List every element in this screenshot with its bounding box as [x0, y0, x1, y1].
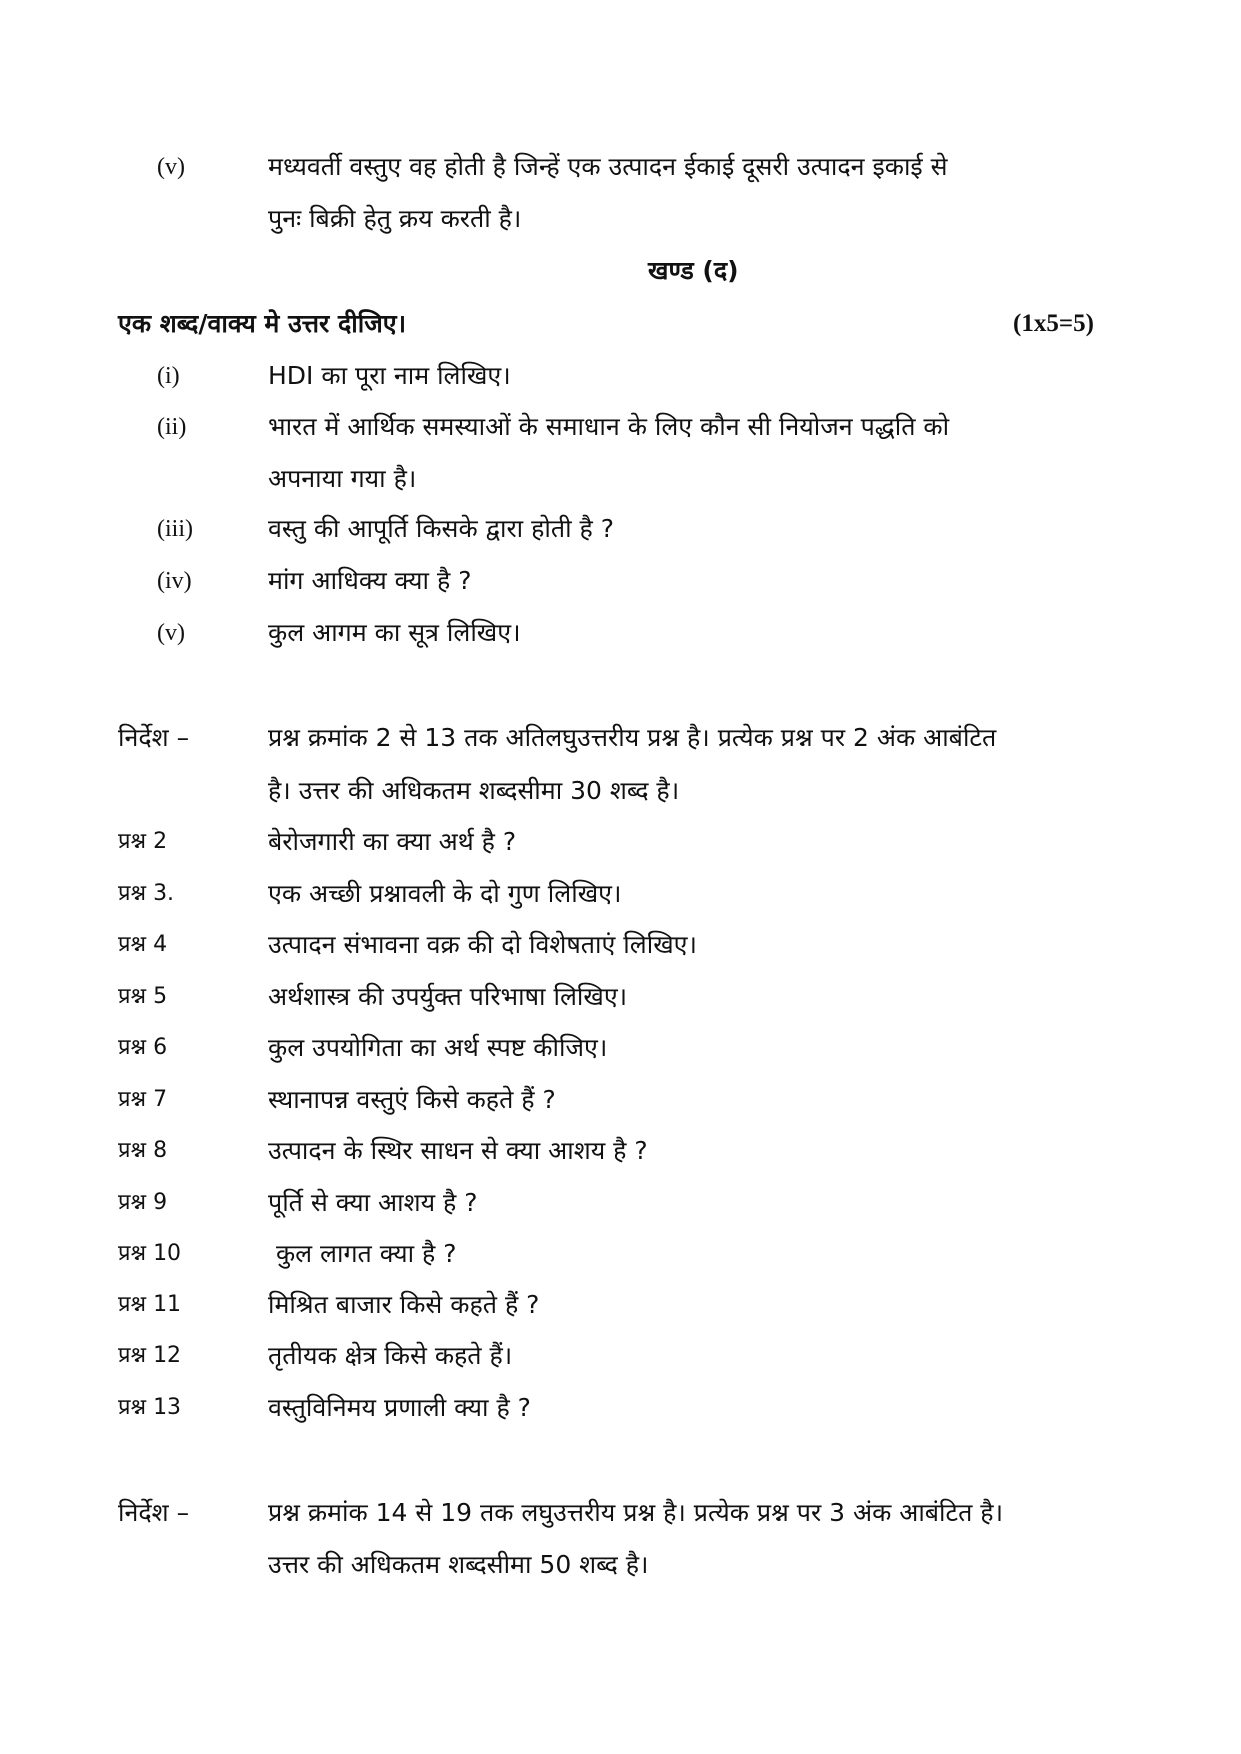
question-text: तृतीयक क्षेत्र किसे कहते हैं। [268, 1341, 513, 1370]
question-text: पूर्ति से क्या आशय है ? [268, 1188, 478, 1217]
question-row [0, 1281, 1241, 1329]
question-label: प्रश्न 5 [118, 984, 168, 1009]
direction-1-row [0, 714, 1241, 762]
question-label: प्रश्न 11 [118, 1292, 182, 1317]
sub-item-label: (iii) [157, 516, 193, 542]
question-text: कुल लागत क्या है ? [268, 1239, 457, 1268]
direction-1-row-2 [0, 767, 1241, 815]
sub-item-text: कुल आगम का सूत्र लिखिए। [268, 618, 521, 647]
question-label: प्रश्न 10 [118, 1241, 182, 1266]
question-text: उत्पादन संभावना वक्र की दो विशेषताएं लिखिए। [268, 930, 697, 959]
question-row [0, 1332, 1241, 1380]
question-row [0, 1024, 1241, 1072]
direction-2-line-2: उत्तर की अधिकतम शब्दसीमा 50 शब्द है। [268, 1550, 649, 1579]
sub-item-text: HDI का पूरा नाम लिखिए। [268, 361, 511, 390]
sub-item-text: अपनाया गया है। [268, 464, 417, 493]
sub-item [0, 403, 1241, 451]
sub-item-label: (v) [157, 620, 185, 646]
section-instruction-row [0, 300, 1241, 348]
question-row [0, 1127, 1241, 1175]
prev-item-label: (v) [157, 154, 185, 180]
sub-item [0, 609, 1241, 657]
sub-item-continuation [0, 455, 1241, 503]
section-title-row [0, 247, 1241, 295]
prev-item-row [0, 143, 1241, 191]
sub-item-text: मांग आधिक्य क्या है ? [268, 566, 472, 595]
prev-item-row-2 [0, 195, 1241, 243]
question-label: प्रश्न 3. [118, 881, 175, 906]
direction-2-row [0, 1489, 1241, 1537]
sub-item [0, 557, 1241, 605]
question-text: कुल उपयोगिता का अर्थ स्पष्ट कीजिए। [268, 1033, 608, 1062]
section-instruction: एक शब्द/वाक्य मे उत्तर दीजिए। [118, 309, 407, 338]
question-label: प्रश्न 8 [118, 1138, 168, 1163]
sub-item-label: (i) [157, 363, 180, 389]
question-text: उत्पादन के स्थिर साधन से क्या आशय है ? [268, 1136, 648, 1165]
question-row [0, 870, 1241, 918]
question-text: बेरोजगारी का क्या अर्थ है ? [268, 827, 517, 856]
question-label: प्रश्न 13 [118, 1395, 182, 1420]
direction-2-label: निर्देश – [118, 1498, 190, 1527]
question-row [0, 921, 1241, 969]
section-title: खण्ड (द) [648, 256, 739, 285]
direction-2-row-2 [0, 1541, 1241, 1589]
direction-2-line-1: प्रश्न क्रमांक 14 से 19 तक लघुउत्तरीय प्रश्न है। प्रत्येक प्रश्न पर 3 अंक आबंटित है। [268, 1498, 1004, 1527]
sub-item-text: भारत में आर्थिक समस्याओं के समाधान के लिए कौन सी नियोजन पद्धति को [268, 412, 950, 441]
sub-item-label: (iv) [157, 568, 192, 594]
question-text: अर्थशास्त्र की उपर्युक्त परिभाषा लिखिए। [268, 982, 628, 1011]
question-text: एक अच्छी प्रश्नावली के दो गुण लिखिए। [268, 879, 622, 908]
sub-item-label: (ii) [157, 414, 187, 440]
question-label: प्रश्न 2 [118, 829, 168, 854]
question-label: प्रश्न 4 [118, 932, 168, 957]
prev-item-line-1: मध्यवर्ती वस्तुए वह होती है जिन्हें एक उत्पादन ईकाई दूसरी उत्पादन इकाई से [268, 152, 948, 181]
direction-1-label: निर्देश – [118, 723, 190, 752]
question-row [0, 818, 1241, 866]
sub-item [0, 505, 1241, 553]
question-label: प्रश्न 6 [118, 1035, 168, 1060]
question-row [0, 1076, 1241, 1124]
sub-item [0, 352, 1241, 400]
question-text: वस्तुविनिमय प्रणाली क्या है ? [268, 1393, 531, 1422]
question-label: प्रश्न 7 [118, 1087, 168, 1112]
question-label: प्रश्न 9 [118, 1190, 168, 1215]
question-row [0, 973, 1241, 1021]
direction-1-line-2: है। उत्तर की अधिकतम शब्दसीमा 30 शब्द है। [268, 776, 680, 805]
question-row [0, 1179, 1241, 1227]
prev-item-line-2: पुनः बिक्री हेतु क्रय करती है। [268, 204, 522, 233]
question-row [0, 1384, 1241, 1432]
question-text: मिश्रित बाजार किसे कहते हैं ? [268, 1290, 540, 1319]
question-row [0, 1230, 1241, 1278]
question-text: स्थानापन्न वस्तुएं किसे कहते हैं ? [268, 1085, 556, 1114]
direction-1-line-1: प्रश्न क्रमांक 2 से 13 तक अतिलघुउत्तरीय प्रश्न है। प्रत्येक प्रश्न पर 2 अंक आबंटित [268, 723, 997, 752]
sub-item-text: वस्तु की आपूर्ति किसके द्वारा होती है ? [268, 514, 614, 543]
question-label: प्रश्न 12 [118, 1343, 182, 1368]
section-marks: (1x5=5) [1013, 310, 1094, 337]
